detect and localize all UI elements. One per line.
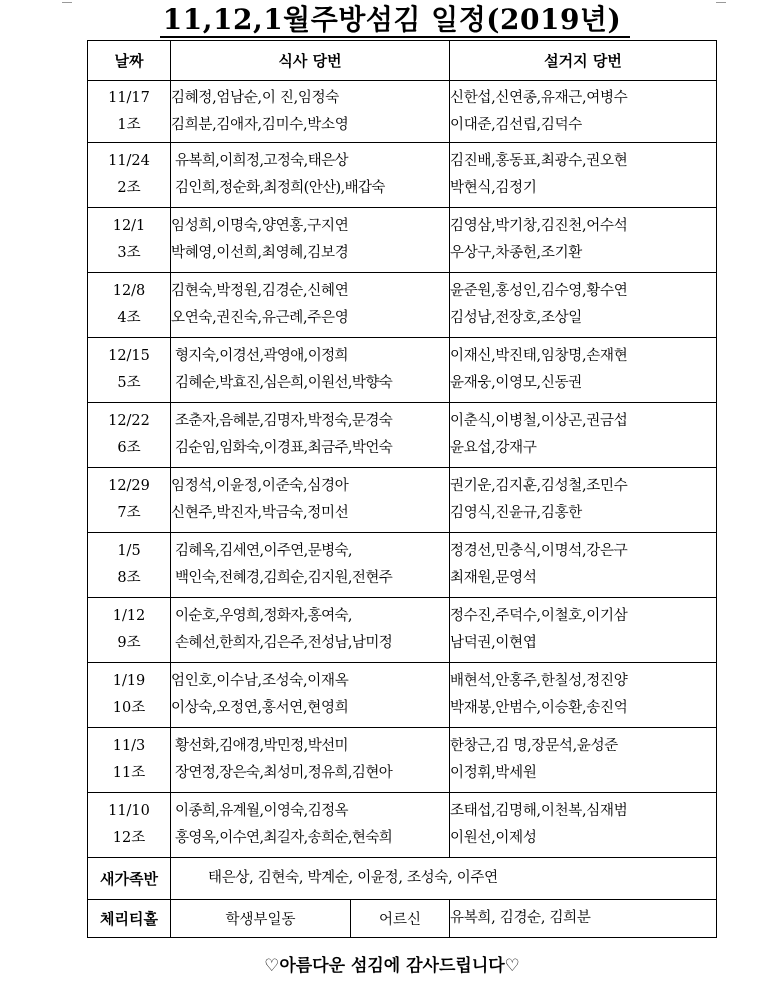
schedule-rows <box>88 81 717 858</box>
date-text: 1/19 <box>112 673 146 689</box>
dish-cell <box>450 403 717 468</box>
meal-cell <box>171 208 450 273</box>
meal-names-line: 박혜영,이선희,최영혜,김보경 <box>171 245 349 261</box>
meal-names-line: 손혜선,한희자,김은주,전성남,남미정 <box>175 635 393 651</box>
meal-names-line: 형지숙,이경선,곽영애,이정희 <box>175 348 348 364</box>
meal-names-line: 엄인호,이수남,조성숙,이재옥 <box>171 673 349 689</box>
schedule-row <box>88 663 717 728</box>
dish-cell <box>450 208 717 273</box>
meal-names-line: 조춘자,음혜분,김명자,박정숙,문경숙 <box>175 413 393 429</box>
dish-cell <box>450 663 717 728</box>
group-text: 10조 <box>112 700 146 716</box>
cherry-student-cell: 학생부일동 <box>171 900 351 938</box>
meal-names-line: 유복희,이희정,고정숙,태은상 <box>175 153 348 169</box>
meal-names-line: 신현주,박진자,박금숙,정미선 <box>171 505 349 521</box>
schedule-row <box>88 468 717 533</box>
meal-names-line: 오연숙,권진숙,유근례,주은영 <box>171 310 349 326</box>
schedule-row <box>88 533 717 598</box>
date-text: 11/17 <box>108 89 150 106</box>
date-text: 11/10 <box>108 803 150 819</box>
date-cell <box>88 728 171 793</box>
meal-cell <box>171 273 450 338</box>
cherry-elder-label: 어르신 <box>351 900 450 938</box>
date-text: 12/29 <box>108 478 150 494</box>
meal-names-line: 이종희,유계월,이영숙,김정옥 <box>175 803 348 819</box>
dish-names-line: 이춘식,이병철,이상곤,권금섭 <box>450 413 628 429</box>
meal-names-line: 이순호,우영희,정화자,홍여숙, <box>175 608 352 624</box>
dish-cell <box>450 793 717 858</box>
meal-names-line: 임정석,이윤정,이준숙,심경아 <box>171 478 349 494</box>
date-text: 12/22 <box>108 413 150 429</box>
dish-cell <box>450 338 717 403</box>
dish-names-line: 이대준,김선립,김덕수 <box>450 116 582 133</box>
meal-names-line: 김희분,김애자,김미수,박소영 <box>171 116 349 133</box>
date-text: 1/5 <box>117 543 141 559</box>
meal-names-line: 김순임,임화숙,이경표,최금주,박언숙 <box>175 440 393 456</box>
meal-cell <box>171 403 450 468</box>
schedule-row <box>88 728 717 793</box>
date-cell <box>88 403 171 468</box>
family-names: 태은상, 김현숙, 박계순, 이윤정, 조성숙, 이주연 <box>171 858 717 900</box>
schedule-table <box>87 40 717 938</box>
meal-names-line: 임성희,이명숙,양연홍,구지연 <box>171 218 349 234</box>
schedule-row <box>88 81 717 143</box>
meal-names-line: 김현숙,박정원,김경순,신혜연 <box>171 283 349 299</box>
dish-names-line: 윤요섭,강재구 <box>450 440 537 456</box>
cherry-elder-names: 유복희, 김경순, 김희분 <box>450 900 717 938</box>
meal-cell <box>171 143 450 208</box>
cherry-label: 체리티홀 <box>88 900 171 938</box>
meal-cell <box>171 728 450 793</box>
date-cell <box>88 468 171 533</box>
meal-cell <box>171 598 450 663</box>
dish-names-line: 한창근,김 명,장문석,윤성준 <box>450 738 619 754</box>
meal-cell <box>171 663 450 728</box>
dish-names-line: 박현식,김정기 <box>450 180 537 196</box>
header-row <box>88 41 717 81</box>
header-date: 날짜 <box>88 41 171 81</box>
date-text: 12/1 <box>112 218 146 234</box>
schedule-row <box>88 793 717 858</box>
dish-names-line: 윤재웅,이영모,신동권 <box>450 375 582 391</box>
meal-cell <box>171 468 450 533</box>
dish-names-line: 김진배,홍동표,최광수,권오현 <box>450 153 628 169</box>
date-text: 1/12 <box>112 608 146 624</box>
schedule-row <box>88 403 717 468</box>
group-text: 12조 <box>112 830 146 846</box>
date-text: 12/15 <box>108 348 150 364</box>
dish-names-line: 김영식,진윤규,김홍한 <box>450 505 582 521</box>
dish-cell <box>450 598 717 663</box>
meal-names-line: 황선화,김애경,박민정,박선미 <box>175 738 348 754</box>
footer-thanks: ♡아름다운 섬김에 감사드립니다♡ <box>264 956 520 976</box>
dish-names-line: 배현석,안홍주,한칠성,정진양 <box>450 673 628 689</box>
date-cell <box>88 273 171 338</box>
dish-names-line: 정경선,민충식,이명석,강은구 <box>450 543 628 559</box>
group-text: 2조 <box>117 180 141 196</box>
dish-names-line: 김성남,전장호,조상일 <box>450 310 582 326</box>
group-text: 8조 <box>117 570 141 586</box>
date-text: 12/8 <box>112 283 146 299</box>
group-text: 5조 <box>117 375 141 391</box>
schedule-row <box>88 273 717 338</box>
group-text: 3조 <box>117 245 141 261</box>
meal-cell <box>171 793 450 858</box>
meal-cell <box>171 533 450 598</box>
cherry-row <box>88 900 717 938</box>
schedule-row <box>88 598 717 663</box>
meal-cell <box>171 81 450 143</box>
dish-cell <box>450 533 717 598</box>
dish-cell <box>450 273 717 338</box>
header-dish: 설거지 당번 <box>450 41 717 81</box>
group-text: 11조 <box>112 765 146 781</box>
page-title: 11,12,1월주방섬김 일정(2019년) <box>162 3 622 36</box>
group-text: 6조 <box>117 440 141 456</box>
meal-names-line: 김인희,정순화,최정희(안산),배갑숙 <box>175 180 385 196</box>
header-meal: 식사 당번 <box>171 41 450 81</box>
meal-names-line: 김혜옥,김세연,이주연,문병숙, <box>175 543 352 559</box>
date-cell <box>88 81 171 143</box>
meal-names-line: 김혜순,박효진,심은희,이원선,박향숙 <box>175 375 393 391</box>
group-text: 4조 <box>117 310 141 326</box>
meal-cell <box>171 338 450 403</box>
date-cell <box>88 338 171 403</box>
date-text: 11/24 <box>108 153 150 169</box>
meal-names-line: 홍영옥,이수연,최길자,송희순,현숙희 <box>175 830 393 846</box>
date-cell <box>88 533 171 598</box>
dish-names-line: 남덕권,이현엽 <box>450 635 537 651</box>
dish-names-line: 이원선,이제성 <box>450 830 537 846</box>
dish-cell <box>450 468 717 533</box>
date-cell <box>88 598 171 663</box>
dish-cell <box>450 143 717 208</box>
date-text: 11/3 <box>112 738 146 754</box>
dish-names-line: 정수진,주덕수,이철호,이기삼 <box>450 608 628 624</box>
meal-names-line: 이상숙,오정연,홍서연,현영희 <box>171 700 349 716</box>
schedule-row <box>88 208 717 273</box>
group-text: 7조 <box>117 505 141 521</box>
dish-names-line: 이정휘,박세원 <box>450 765 537 781</box>
dish-cell <box>450 728 717 793</box>
dish-names-line: 신한섭,신연종,유재근,여병수 <box>450 89 628 106</box>
dish-names-line: 김영삼,박기창,김진천,어수석 <box>450 218 628 234</box>
group-text: 1조 <box>117 116 141 133</box>
title-underline <box>160 36 630 38</box>
schedule-row <box>88 143 717 208</box>
dish-names-line: 조태섭,김명해,이천복,심재범 <box>450 803 628 819</box>
meal-names-line: 김혜정,엄남순,이 진,임정숙 <box>171 89 340 106</box>
dish-names-line: 최재원,문영석 <box>450 570 537 586</box>
dish-names-line: 이재신,박진태,임창명,손재현 <box>450 348 628 364</box>
schedule-row <box>88 338 717 403</box>
family-row <box>88 858 717 900</box>
dish-names-line: 박재봉,안범수,이승환,송진억 <box>450 700 628 716</box>
date-cell <box>88 143 171 208</box>
meal-names-line: 장연정,장은숙,최성미,정유희,김현아 <box>175 765 393 781</box>
dish-cell <box>450 81 717 143</box>
meal-names-line: 백인숙,전혜경,김희순,김지원,전현주 <box>175 570 393 586</box>
family-label: 새가족반 <box>88 858 171 900</box>
date-cell <box>88 793 171 858</box>
date-cell <box>88 663 171 728</box>
group-text: 9조 <box>117 635 141 651</box>
date-cell <box>88 208 171 273</box>
dish-names-line: 우상구,차종헌,조기환 <box>450 245 582 261</box>
dish-names-line: 권기운,김지훈,김성철,조민수 <box>450 478 628 494</box>
dish-names-line: 윤준원,홍성인,김수영,황수연 <box>450 283 628 299</box>
